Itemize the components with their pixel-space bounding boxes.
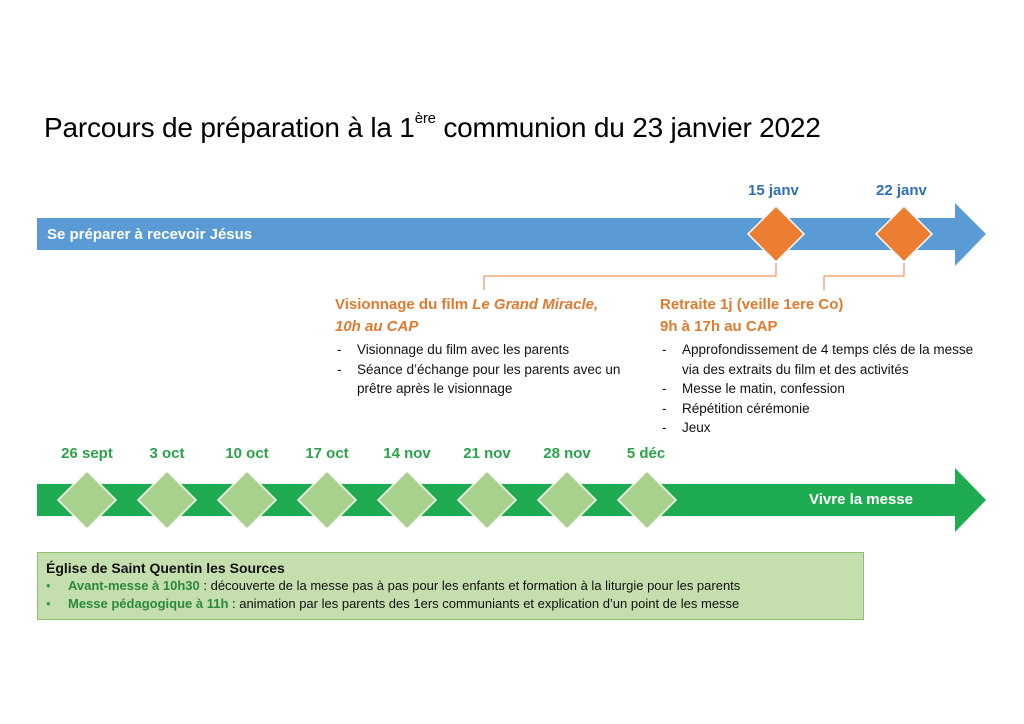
connector-line-15-janv (484, 262, 776, 290)
event-film-list (335, 340, 635, 399)
date-17-oct: 17 oct (305, 445, 349, 462)
date-10-oct: 10 oct (225, 445, 269, 462)
event-film (335, 294, 635, 399)
church-line-messe-pedagogique (46, 595, 855, 613)
title-prefix: Parcours de préparation à la 1 (44, 112, 415, 143)
list-item: - Jeux (660, 418, 992, 438)
milestone-green-3 (218, 471, 276, 529)
event-film-title-italic: Le Grand Miracle, (472, 296, 599, 313)
church-line-highlight: Messe pédagogique à 11h (68, 596, 229, 611)
blue-arrow-label: Se préparer à recevoir Jésus (47, 226, 253, 243)
title-suffix: communion du 23 janvier 2022 (435, 112, 821, 143)
church-info-box (37, 552, 864, 620)
church-title: Église de Saint Quentin les Sources (46, 560, 285, 576)
date-15-janv: 15 janv (748, 182, 799, 199)
date-26-sept: 26 sept (61, 445, 113, 462)
event-film-title-text: Visionnage du film (335, 296, 473, 313)
church-line-avant-messe (46, 577, 855, 595)
church-line-highlight: Avant-messe à 10h30 (68, 578, 200, 593)
title-superscript: ère (414, 110, 436, 127)
milestone-green-2 (138, 471, 196, 529)
event-film-time: 10h au CAP (335, 318, 419, 335)
milestone-green-1 (58, 471, 116, 529)
event-retraite-list (660, 340, 992, 438)
date-14-nov: 14 nov (383, 445, 431, 462)
church-line-text: : découverte de la messe pas à pas pour les enfants et formation à la liturgie pour les parents (199, 578, 741, 593)
list-item: - Visionnage du film avec les parents (335, 340, 635, 360)
date-21-nov: 21 nov (463, 445, 511, 462)
milestone-22-janv (876, 206, 932, 262)
milestone-15-janv (748, 206, 804, 262)
event-film-title (335, 294, 635, 338)
date-22-janv: 22 janv (876, 182, 927, 199)
church-line-text: : animation par les parents des 1ers communiants et explication d’un point de les messe (228, 596, 740, 611)
milestone-green-5 (378, 471, 436, 529)
date-28-nov: 28 nov (543, 445, 591, 462)
date-3-oct: 3 oct (149, 445, 185, 462)
event-retraite-title (660, 294, 992, 338)
milestone-green-7 (538, 471, 596, 529)
milestone-green-4 (298, 471, 356, 529)
bullet-icon: • (46, 596, 51, 611)
bullet-icon: • (46, 578, 51, 593)
list-item: - Séance d’échange pour les parents avec un prêtre après le visionnage (335, 360, 635, 399)
milestone-green-6 (458, 471, 516, 529)
list-item: - Approfondissement de 4 temps clés de la messe via des extraits du film et des activités (660, 340, 992, 379)
event-retraite (660, 294, 992, 438)
list-item: - Messe le matin, confession (660, 379, 992, 399)
connector-line-22-janv (824, 262, 904, 290)
event-retraite-time: 9h à 17h au CAP (660, 318, 778, 335)
date-5-dec: 5 déc (626, 445, 666, 462)
milestone-green-8 (618, 471, 676, 529)
green-arrow-label: Vivre la messe (809, 491, 913, 508)
list-item: - Répétition cérémonie (660, 399, 992, 419)
event-retraite-title-text: Retraite 1j (veille 1ere Co) (660, 296, 844, 313)
